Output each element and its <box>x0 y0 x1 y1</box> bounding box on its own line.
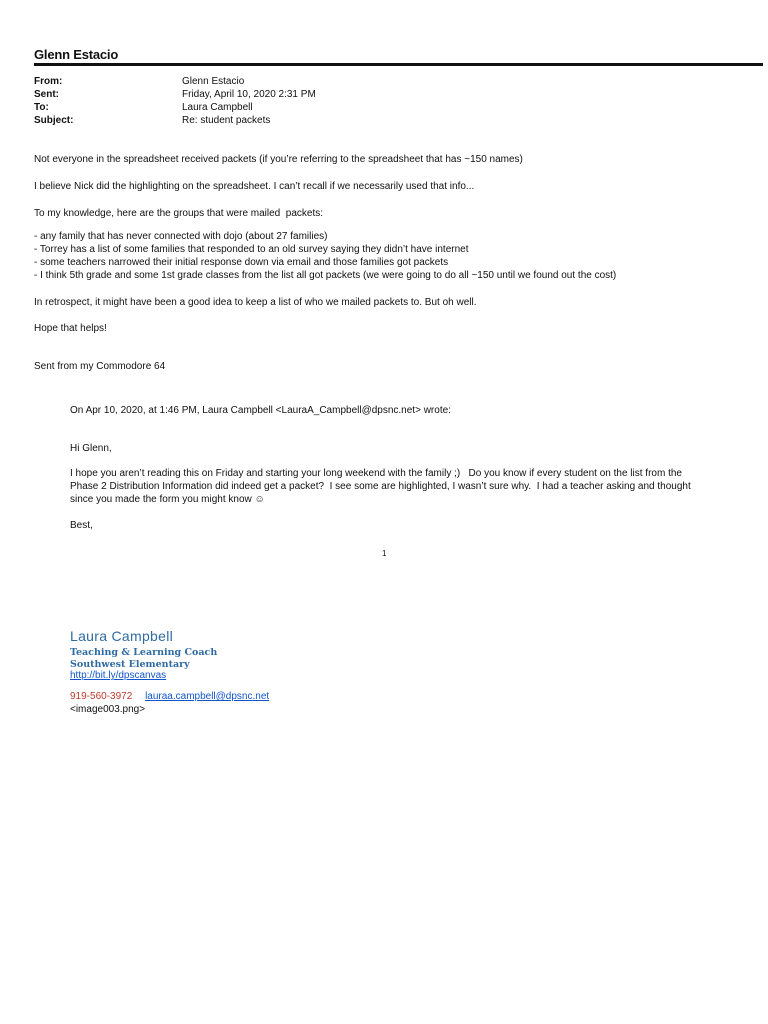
sent-value: Friday, April 10, 2020 2:31 PM <box>182 89 316 100</box>
signature-contact <box>70 691 269 702</box>
bullet-item: - any family that has never connected with dojo (about 27 families) <box>34 231 328 242</box>
header-row-to <box>34 101 316 114</box>
title-divider <box>34 63 763 66</box>
quoted-line: I hope you aren’t reading this on Friday and starting your long weekend with the family ;) Do you know if every student on the list from the <box>70 468 682 479</box>
subject-value: Re: student packets <box>182 115 271 126</box>
signature-role: Teaching & Learning Coach <box>70 647 218 658</box>
to-value: Laura Campbell <box>182 102 253 113</box>
signature-link[interactable]: http://bit.ly/dpscanvas <box>70 670 167 681</box>
bullet-item: - Torrey has a list of some families that responded to an old survey saying they didn’t have internet <box>34 244 469 255</box>
body-paragraph: In retrospect, it might have been a good idea to keep a list of who we mailed packets to. But oh well. <box>34 297 477 308</box>
signature-phone: 919-560-3972 <box>70 691 133 702</box>
bullet-item: - some teachers narrowed their initial response down via email and those families got packets <box>34 257 449 268</box>
body-paragraph: I believe Nick did the highlighting on the spreadsheet. I can’t recall if we necessarily used that info... <box>34 181 475 192</box>
mobile-signature: Sent from my Commodore 64 <box>34 361 166 372</box>
to-label: To: <box>34 102 49 113</box>
header-row-sent <box>34 88 316 101</box>
bullet-item: - I think 5th grade and some 1st grade classes from the list all got packets (we were going to do all ~150 until we found out the cost) <box>34 270 617 281</box>
body-paragraph: Hope that helps! <box>34 323 107 334</box>
signature-block <box>70 647 217 671</box>
body-paragraph: To my knowledge, here are the groups that were mailed packets: <box>34 208 324 219</box>
signature-name: Laura Campbell <box>70 628 174 644</box>
header-row-subject <box>34 114 316 127</box>
subject-label: Subject: <box>34 115 74 126</box>
signature-email-link[interactable]: lauraa.campbell@dpsnc.net <box>145 691 270 702</box>
quoted-closing: Best, <box>70 520 93 531</box>
quoted-greeting: Hi Glenn, <box>70 443 112 454</box>
from-label: From: <box>34 76 63 87</box>
quoted-line: Phase 2 Distribution Information did indeed get a packet? I see some are highlighted, I wasn’t sure why. I had a teacher asking and thought <box>70 481 691 492</box>
sent-label: Sent: <box>34 89 59 100</box>
signature-school: Southwest Elementary <box>70 659 190 670</box>
header-row-from <box>34 75 316 88</box>
quoted-intro: On Apr 10, 2020, at 1:46 PM, Laura Campbell <LauraA_Campbell@dpsnc.net> wrote: <box>70 405 451 416</box>
from-value: Glenn Estacio <box>182 76 245 87</box>
page-number: 1 <box>382 549 387 558</box>
body-paragraph: Not everyone in the spreadsheet received packets (if you’re referring to the spreadsheet that has ~150 names) <box>34 154 523 165</box>
quoted-line: since you made the form you might know ☺ <box>70 494 265 505</box>
image-attachment-placeholder: <image003.png> <box>70 704 146 715</box>
sender-title: Glenn Estacio <box>34 47 119 62</box>
email-header <box>34 75 316 127</box>
